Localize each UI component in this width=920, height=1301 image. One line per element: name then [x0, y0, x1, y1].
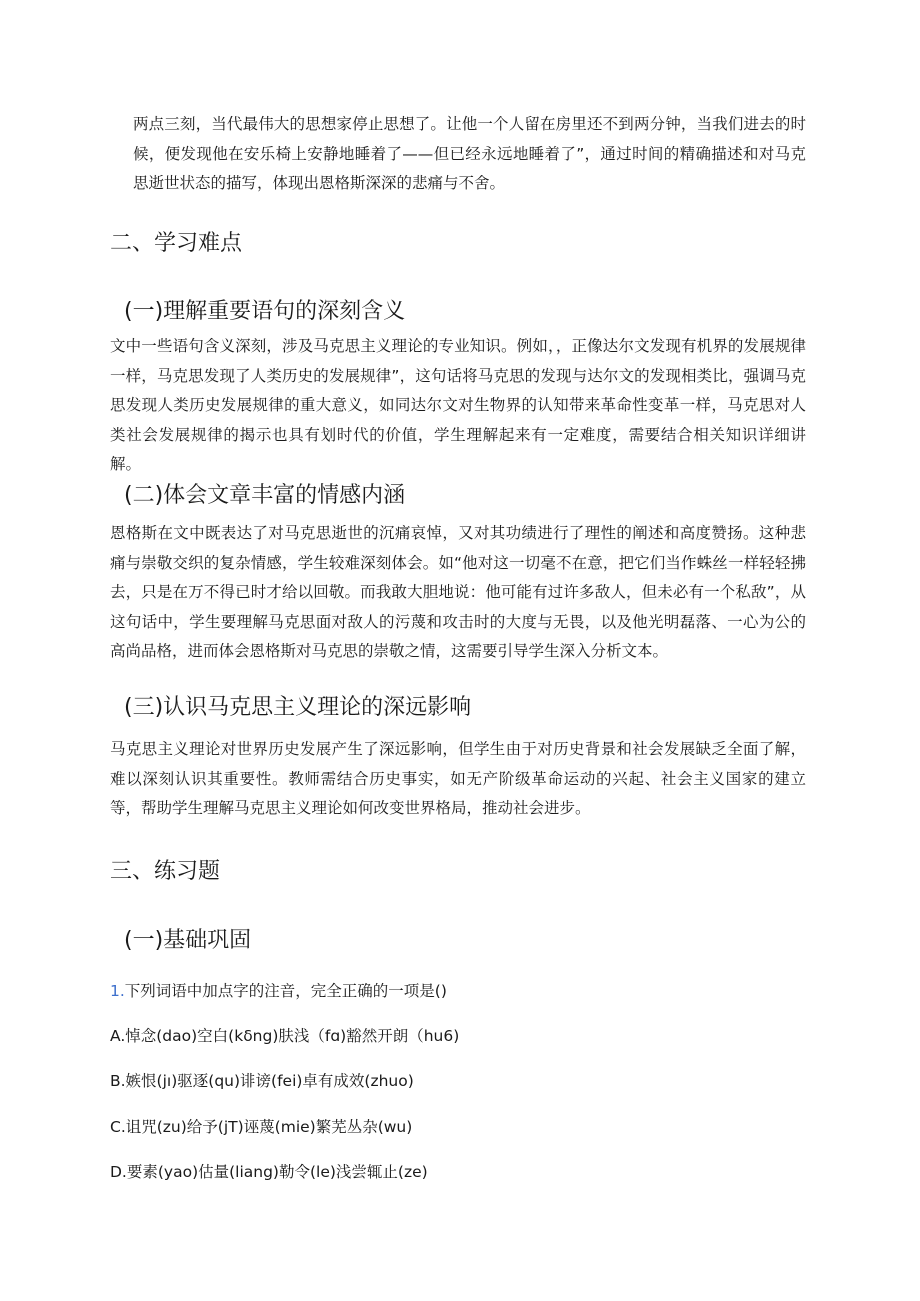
section-heading-exercises: 三、练习题 — [110, 859, 221, 884]
question-1 — [110, 979, 447, 1003]
subsection-heading-2: (二)体会文章丰富的情感内涵 — [124, 483, 406, 508]
question-stem: 下列词语中加点字的注音，完全正确的一项是() — [124, 982, 447, 1000]
subsection-paragraph-1: 文中一些语句含义深刻，涉及马克思主义理论的专业知识。例如，，正像达尔文发现有机界的发展规律一样，马克思发现了人类历史的发展规律”，这句话将马克思的发现与达尔文的发现相类比，强调马克思发现人类历史发展规律的重大意义，如同达尔文对生物界的认知带来革命性变革一样，马克思对人类社会发展规律的揭示也具有划时代的价值，学生理解起来有一定难度，需要结合相关知识详细讲解。 — [110, 337, 806, 473]
question-number: 1. — [110, 982, 125, 1000]
intro-paragraph: 两点三刻，当代最伟大的思想家停止思想了。让他一个人留在房里还不到两分钟，当我们进去的时候，便发现他在安乐椅上安静地睡着了——但已经永远地睡着了”，通过时间的精确描述和对马克思逝世状态的描写，体现出恩格斯深深的悲痛与不舍。 — [133, 115, 806, 192]
subsection-heading-1: (一)理解重要语句的深刻含义 — [124, 299, 406, 324]
subsection-paragraph-3: 马克思主义理论对世界历史发展产生了深远影响，但学生由于对历史背景和社会发展缺乏全面了解，难以深刻认识其重要性。教师需结合历史事实，如无产阶级革命运动的兴起、社会主义国家的建立等，帮助学生理解马克思主义理论如何改变世界格局，推动社会进步。 — [110, 740, 806, 817]
option-b: B.嫉恨(jı)驱逐(qu)诽谤(fei)卓有成效(zhuo) — [110, 1072, 414, 1090]
subsection-heading-basics: (一)基础巩固 — [124, 928, 252, 953]
subsection-paragraph-2: 恩格斯在文中既表达了对马克思逝世的沉痛哀悼，又对其功绩进行了理性的阐述和高度赞扬。这种悲痛与崇敬交织的复杂情感，学生较难深刻体会。如“他对这一切毫不在意，把它们当作蛛丝一样轻轻拂去，只是在万不得已时才给以回敬。而我敢大胆地说：他可能有过许多敌人，但未必有一个私敌”，从这句话中，学生要理解马克思面对敌人的污蔑和攻击时的大度与无畏，以及他光明磊落、一心为公的高尚品格，进而体会恩格斯对马克思的崇敬之情，这需要引导学生深入分析文本。 — [110, 524, 806, 660]
subsection-heading-3: (三)认识马克思主义理论的深远影响 — [124, 695, 472, 720]
option-a: A.悼念(dao)空白(kδng)肤浅（fɑ)豁然开朗（hu6) — [110, 1027, 460, 1045]
option-d: D.要素(yao)估量(liang)勒令(le)浅尝辄止(ze) — [110, 1163, 428, 1181]
section-heading-difficulties: 二、学习难点 — [110, 231, 243, 256]
option-c: C.诅咒(zu)给予(jT)诬蔑(mie)繁芜丛杂(wu) — [110, 1118, 413, 1136]
